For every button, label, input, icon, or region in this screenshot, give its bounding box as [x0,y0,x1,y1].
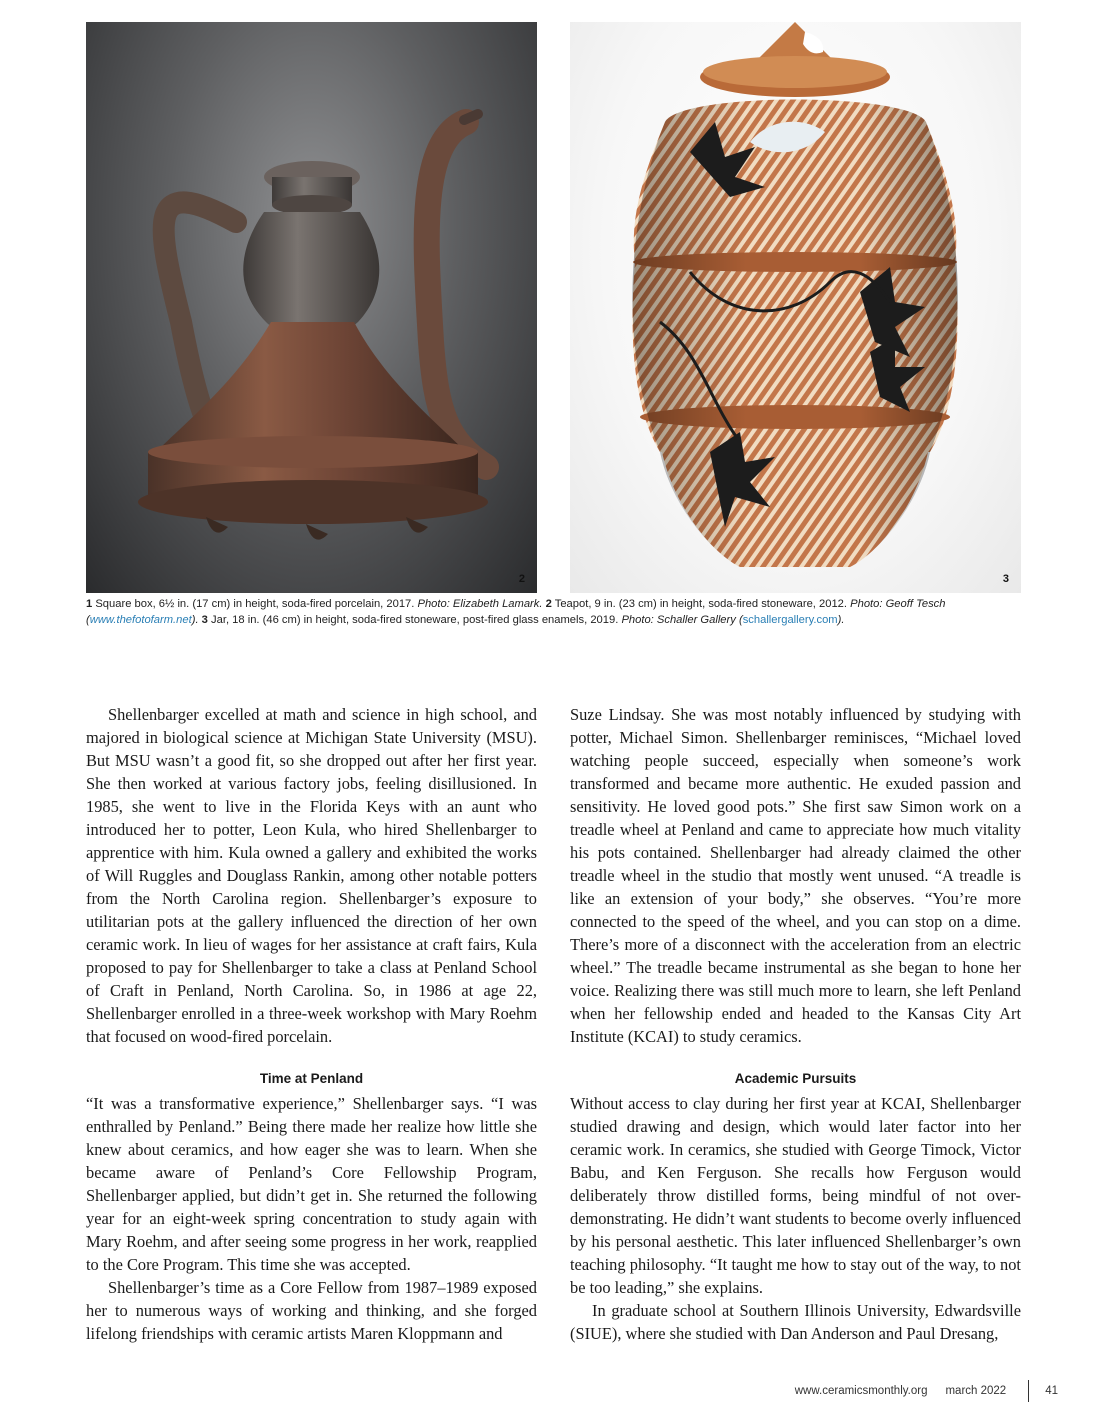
figure-number: 3 [1002,573,1009,585]
caption-credit-end-3: ). [837,613,845,626]
caption-number-2: 2 [542,598,552,610]
caption-photo-credit-1: Photo: Elizabeth Lamark. [417,598,543,610]
teapot-photo [86,22,537,593]
section-heading: Academic Pursuits [734,1071,857,1086]
paragraph: “It was a transformative experience,” Shellenbarger says. “I was enthralled by Penland.” Being there made her realize how little she knew about ceramics, and how eager she was to learn. When she became aware of Penland’s Core Fellowship Program, Shellenbarger applied, but didn’t get in. She returned the following year for an eight-week spring concentration to study again with Mary Roehm, and after seeing some progress in her work, reapplied to the Core Program. This time she was accepted. [86,1094,537,1274]
caption-number-1: 1 [86,598,93,610]
jar-illustration [570,22,1021,593]
paragraph: Suze Lindsay. She was most notably influenced by studying with potter, Michael Simon. Shellenbarger reminisces, “Michael loved watching people succeed, especially when someone’s work transformed and became more authentic. He exuded passion and sensitivity. He loved good pots.” She first saw Simon work on a treadle wheel at Penland and came to appreciate how much vitality his pots contained. Shellenbarger had already claimed the other treadle wheel in the studio that mostly went unused. “A treadle is like an extension of your body,” she observes. “You’re more connected to the speed of the wheel, and you can stop on a dime. There’s more of a disconnect with the acceleration from an electric wheel.” The treadle became instrumental as she began to hone her voice. Realizing there was still much more to learn, she left Penland when her fellowship ended and headed to the Kansas City Art Institute (KCAI) to study ceramics. [570,705,1021,1046]
caption-text-1: Square box, 6½ in. (17 cm) in height, soda-fired porcelain, 2017. [92,598,418,610]
figure-number: 2 [518,573,525,585]
caption-photo-credit-2: Photo: Geoff Tesch ( [86,598,946,626]
page-footer [795,1380,1058,1402]
paragraph: In graduate school at Southern Illinois University, Edwardsville (SIUE), where she studied with Dan Anderson and Paul Dresang, [570,1301,1021,1343]
schaller-gallery-link[interactable]: schallergallery.com [742,613,838,626]
article-column-right [570,703,1021,1345]
section-heading: Time at Penland [259,1071,364,1086]
article-column-left [86,703,537,1345]
teapot-illustration [86,22,537,593]
caption-text-2: Teapot, 9 in. (23 cm) in height, soda-fired stoneware, 2012. [551,598,851,610]
jar-photo [570,22,1021,593]
paragraph: Without access to clay during her first year at KCAI, Shellenbarger studied drawing and design, which would later factor into her ceramic work. In ceramics, she studied with George Timock, Victor Babu, and Ken Ferguson. She recalls how Ferguson would deliberately throw distilled forms, being mindful of not over-demonstrating. He didn’t want students to become overly influenced by his personal aesthetic. This later influenced Shellenbarger’s own teaching philosophy. “It taught me how to stay out of the way, to not be too leading,” she explains. [570,1094,1021,1297]
paragraph: Shellenbarger excelled at math and science in high school, and majored in biological science at Michigan State University (MSU). But MSU wasn’t a good fit, so she dropped out after her first year. She then worked at various factory jobs, feeling disillusioned. In 1985, she went to live in the Florida Keys with an aunt who introduced her to potter, Leon Kula, who hired Shellenbarger to apprentice with him. Kula owned a gallery and exhibited the works of Will Ruggles and Douglass Rankin, among other notable potters from the North Carolina region. Shellenbarger’s exposure to utilitarian pots at the gallery influenced the direction of her own ceramic work. In lieu of wages for her assistance at craft fairs, Kula proposed to pay for Shellenbarger to take a class at Penland School of Craft in Penland, North Carolina. So, in 1986 at age 22, Shellenbarger enrolled in a three-week workshop with Mary Roehm that focused on wood-fired porcelain. [86,705,537,1046]
figure-caption [86,597,1026,628]
caption-text-3: Jar, 18 in. (46 cm) in height, soda-fired stoneware, post-fired glass enamels, 2019. [207,613,622,626]
caption-credit-end-2: ). [191,613,199,626]
fotofarm-link[interactable]: www.thefotofarm.net [89,613,192,626]
footer-url[interactable]: www.ceramicsmonthly.org [794,1385,928,1397]
page-number: 41 [1045,1385,1058,1397]
paragraph: Shellenbarger’s time as a Core Fellow from 1987–1989 exposed her to numerous ways of working and thinking, and she forged lifelong friendships with ceramic artists Maren Kloppmann and [86,1278,537,1343]
footer-divider [1028,1380,1029,1402]
caption-number-3: 3 [198,613,208,626]
footer-date: march 2022 [945,1385,1007,1397]
caption-photo-credit-3: Photo: Schaller Gallery ( [621,613,743,626]
